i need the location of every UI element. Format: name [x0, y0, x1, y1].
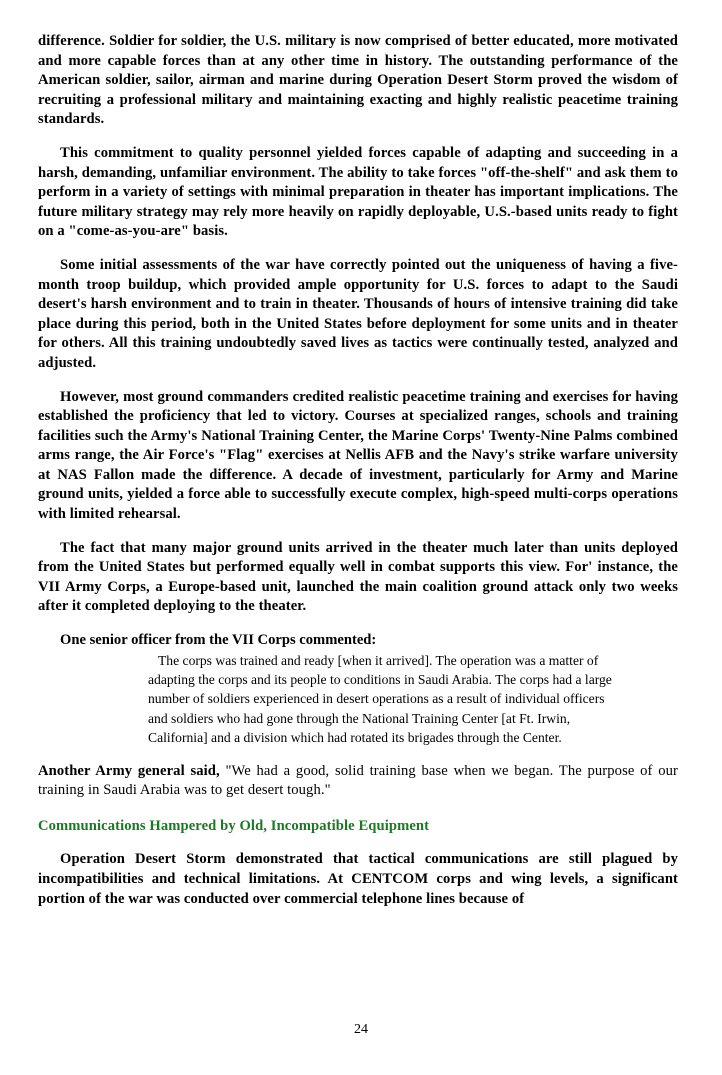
block-quote	[38, 651, 678, 748]
quote-lead-in: One senior officer from the VII Corps commented:	[60, 632, 377, 649]
paragraph-5-text: The fact that many major ground units arrived in the theater much later than units deployed from the United States but performed equally well in combat supports this view. For' instance, the VII Army Corps, a Europe-based unit, launched the main coalition ground attack only two weeks after it completed deploying to the theater.	[38, 539, 678, 615]
paragraph-5	[38, 539, 678, 617]
final-paragraph-text: Operation Desert Storm demonstrated that tactical communications are still plagued by incompatibilities and technical limitations. At CENTCOM corps and wing levels, a significant portion of the war was conducted over commercial telephone lines because of	[38, 851, 678, 907]
paragraph-3	[38, 256, 678, 374]
paragraph-4-text: However, most ground commanders credited realistic peacetime training and exercises for having established the proficiency that led to victory. Courses at specialized ranges, schools and training facilities such the Army's National Training Center, the Marine Corps' Twenty-Nine Palms combined arms range, the Air Force's "Flag" exercises at Nellis AFB and the Navy's strike warfare university at NAS Fallon made the difference. A decade of investment, particularly for Army and Marine ground units, yielded a force able to successfully execute complex, high-speed multi-corps operations with limited rehearsal.	[38, 388, 678, 523]
general-quote-rest: "We had a good, solid training base when we began. The purpose of our training in Saudi Arabia was to get desert tough."	[38, 762, 678, 799]
paragraph-1: difference. Soldier for soldier, the U.S. military is now comprised of better educated, more motivated and more capable forces than at any other time in history. The outstanding performance of the American soldier, sailor, airman and marine during Operation Desert Storm proved the wisdom of recruiting a professional military and maintaining exacting and highly realistic peacetime training standards.	[38, 33, 678, 128]
section-heading: Communications Hampered by Old, Incompatible Equipment	[38, 817, 430, 834]
page-content	[38, 32, 678, 923]
general-quote-lead: Another Army general said,	[38, 762, 220, 779]
paragraph-4	[38, 388, 678, 525]
final-paragraph	[38, 850, 678, 909]
paragraph-2	[38, 144, 678, 242]
paragraph-2-text: This commitment to quality personnel yielded forces capable of adapting and succeeding in a harsh, demanding, unfamiliar environment. The ability to take forces "off-the-shelf" and ask them to perform in a variety of settings with minimal preparation in theater has important implications. The future military strategy may rely more heavily on rapidly deployable, U.S.-based units ready to fight on a "come-as-you-are" basis.	[38, 144, 678, 240]
paragraph-3-text: Some initial assessments of the war have correctly pointed out the uniqueness of having a five-month troop buildup, which provided ample opportunity for U.S. forces to adapt to the Saudi desert's harsh environment and to train in theater. Thousands of hours of intensive training did take place during this period, both in the United States before deployment for some units and in theater for others. All this training undoubtedly saved lives as tactics were continually tested, analyzed and adjusted.	[38, 256, 678, 371]
general-quote-paragraph	[38, 762, 678, 801]
page-number: 24	[354, 1022, 368, 1037]
block-quote-text: The corps was trained and ready [when it arrived]. The operation was a matter of adapting the corps and its people to conditions in Saudi Arabia. The corps had a large number of soldiers experienced in desert operations as a result of individual officers and soldiers who had gone through the National Training Center [at Ft. Irwin, California] and a division which had rotated its brigades through the Center.	[148, 652, 612, 746]
